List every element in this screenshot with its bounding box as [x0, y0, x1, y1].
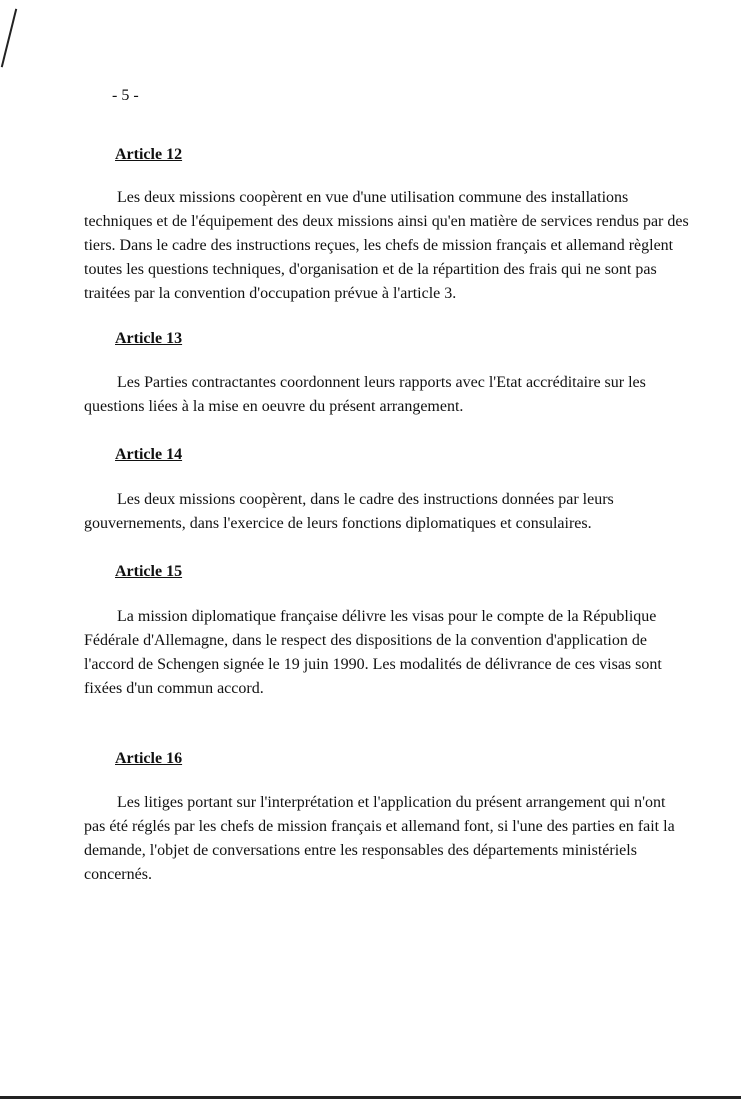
paragraph-line: l'accord de Schengen signée le 19 juin 1990. Les modalités de délivrance de ces visas sont — [84, 656, 662, 673]
bottom-scan-edge — [0, 1096, 741, 1099]
paragraph-line: concernés. — [84, 866, 152, 883]
paragraph-line: techniques et de l'équipement des deux missions ainsi qu'en matière de services rendus par des — [84, 213, 689, 230]
paragraph-line: Les deux missions coopèrent, dans le cadre des instructions données par leurs — [117, 491, 614, 508]
paragraph-line: pas été réglés par les chefs de mission français et allemand font, si l'une des parties en fait la — [84, 818, 675, 835]
article-16-heading: Article 16 — [115, 750, 183, 767]
paragraph-line: La mission diplomatique française délivre les visas pour le compte de la République — [117, 608, 657, 625]
paragraph-line: toutes les questions techniques, d'organisation et de la répartition des frais qui ne sont pas — [84, 261, 657, 278]
article-12-heading: Article 12 — [115, 146, 183, 163]
article-13-heading: Article 13 — [115, 330, 183, 347]
article-14-heading: Article 14 — [115, 446, 183, 463]
article-15-heading: Article 15 — [115, 563, 183, 580]
paragraph-line: fixées d'un commun accord. — [84, 680, 264, 697]
scan-mark — [1, 9, 17, 68]
paragraph-line: Les Parties contractantes coordonnent leurs rapports avec l'Etat accréditaire sur les — [117, 374, 646, 391]
paragraph-line: traitées par la convention d'occupation prévue à l'article 3. — [84, 285, 457, 302]
page-number: - 5 - — [112, 87, 139, 104]
paragraph-line: questions liées à la mise en oeuvre du présent arrangement. — [84, 398, 464, 415]
paragraph-line: Les deux missions coopèrent en vue d'une utilisation commune des installations — [117, 189, 629, 206]
paragraph-line: Les litiges portant sur l'interprétation et l'application du présent arrangement qui n'ont — [117, 794, 666, 811]
paragraph-line: tiers. Dans le cadre des instructions reçues, les chefs de mission français et allemand règlent — [84, 237, 674, 254]
paragraph-line: gouvernements, dans l'exercice de leurs fonctions diplomatiques et consulaires. — [84, 515, 592, 532]
paragraph-line: demande, l'objet de conversations entre les responsables des départements ministériels — [84, 842, 637, 859]
paragraph-line: Fédérale d'Allemagne, dans le respect des dispositions de la convention d'application de — [84, 632, 647, 649]
